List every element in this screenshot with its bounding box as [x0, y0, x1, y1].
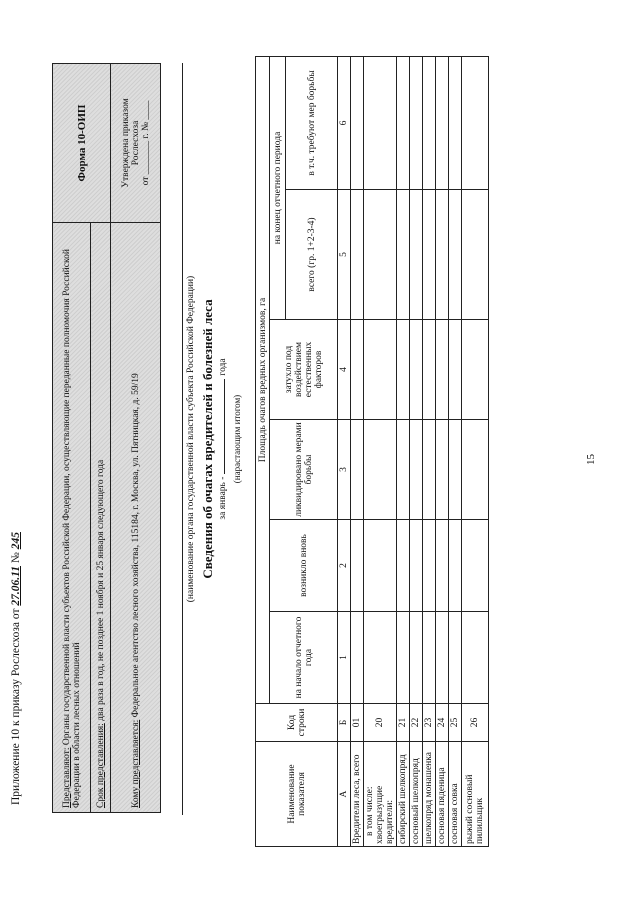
row-name: сосновая пяденица [436, 742, 449, 847]
approval-line-2: Рослесхоза [130, 120, 141, 166]
row-subheading: в том числе: [365, 786, 375, 836]
row-code: 26 [462, 704, 489, 742]
col-num-1: 1 [338, 612, 351, 704]
row-code: 21 [397, 704, 410, 742]
col-header-faded: затухло под воздействием естественных факторов [270, 320, 338, 420]
group-header-area: Площадь очагов вредных организмов, га [256, 56, 270, 703]
deadline-text: два раза в год, не позднее 1 ноября и 25 января следующего года [95, 459, 106, 721]
period-blank [224, 379, 225, 474]
appendix-reference [10, 305, 22, 805]
row-code: 23 [423, 704, 436, 742]
col-num-2: 2 [338, 520, 351, 612]
approval-line-1: Утверждена приказом [120, 98, 131, 188]
row-name: сосновый шелкопряд [410, 742, 423, 847]
table-row [462, 56, 489, 846]
table-row [397, 56, 410, 846]
col-num-b: Б [338, 704, 351, 742]
table-row [436, 56, 449, 846]
appendix-number: 245 [10, 532, 22, 550]
cumulative-note: (нарастающим итогом) [232, 394, 242, 484]
col-num-3: 3 [338, 420, 351, 520]
presenters-label: Представляют: [61, 747, 72, 808]
appendix-text: Приложение 10 к приказу Рослесхоза от [10, 608, 22, 805]
pests-table [255, 56, 489, 847]
report-title: Сведения об очагах вредителей и болезней леса [200, 299, 215, 579]
row-name: рыжий сосновый пилильщик [462, 742, 489, 847]
approval-line-3: от _______ г. № ____ [140, 100, 151, 186]
col-num-5: 5 [338, 190, 351, 320]
row-code: 22 [410, 704, 423, 742]
approval-cell [111, 64, 161, 223]
row-code: 01 [351, 704, 364, 742]
column-number-row [338, 56, 351, 846]
row-name: сосновая совка [449, 742, 462, 847]
period-prefix: за январь - [218, 476, 228, 520]
row-code: 25 [449, 704, 462, 742]
page-number: 15 [585, 454, 597, 465]
form-name-cell [53, 64, 111, 223]
org-name-caption: (наименование органа государственной власти субъекта Российской Федерации) [186, 275, 196, 603]
col-num-6: 6 [338, 56, 351, 189]
org-name-line [182, 63, 183, 815]
table-row [449, 56, 462, 846]
appendix-no-label: № [10, 552, 22, 564]
recipient-cell [111, 223, 161, 813]
row-name: Вредители леса, всего [351, 742, 364, 847]
row-name: шелкопряд монашенка [423, 742, 436, 847]
col-header-require: в т.ч. требуют мер борьбы [286, 56, 338, 189]
group-header-end: на конец отчетного периода [270, 56, 286, 319]
table-row [351, 56, 364, 846]
col-header-code: Код строки [256, 704, 338, 742]
presenters-cell [53, 223, 91, 813]
recipient-text: Федеральное агентство лесного хозяйства, 115184, г. Москва, ул. Пятницкая, д. 59/19 [130, 373, 141, 718]
row-name [364, 742, 397, 847]
row-name: сибирский шелкопряд [397, 742, 410, 847]
table-row [410, 56, 423, 846]
report-period [218, 63, 228, 815]
table-row [423, 56, 436, 846]
col-header-name: Наименование показателя [256, 742, 338, 847]
appendix-date: 27.06.11 [10, 566, 22, 606]
col-num-4: 4 [338, 320, 351, 420]
col-header-new: возникло вновь [270, 520, 338, 612]
presenters-text: Органы государственной власти субъектов Российской Федерации, осуществляющие переданные полномочия Российской Федерации в области лесных отношений [61, 249, 82, 808]
form-header-table [52, 63, 161, 813]
table-row [364, 56, 397, 846]
period-suffix: года [218, 358, 228, 376]
deadline-label: Срок представления: [95, 723, 106, 808]
col-header-total: всего (гр. 1+2-3-4) [286, 190, 338, 320]
form-name: Форма 10-ОИП [75, 104, 88, 182]
row-code: 20 [364, 704, 397, 742]
col-header-liquidated: ликвидировано мерами борьбы [270, 420, 338, 520]
row-group-name: хвоегрызущие вредители: [375, 785, 395, 844]
col-num-a: А [338, 742, 351, 847]
deadline-cell [91, 223, 111, 813]
recipient-label: Кому представляется: [130, 719, 141, 808]
row-code: 24 [436, 704, 449, 742]
col-header-start: на начало отчетного года [270, 612, 338, 704]
